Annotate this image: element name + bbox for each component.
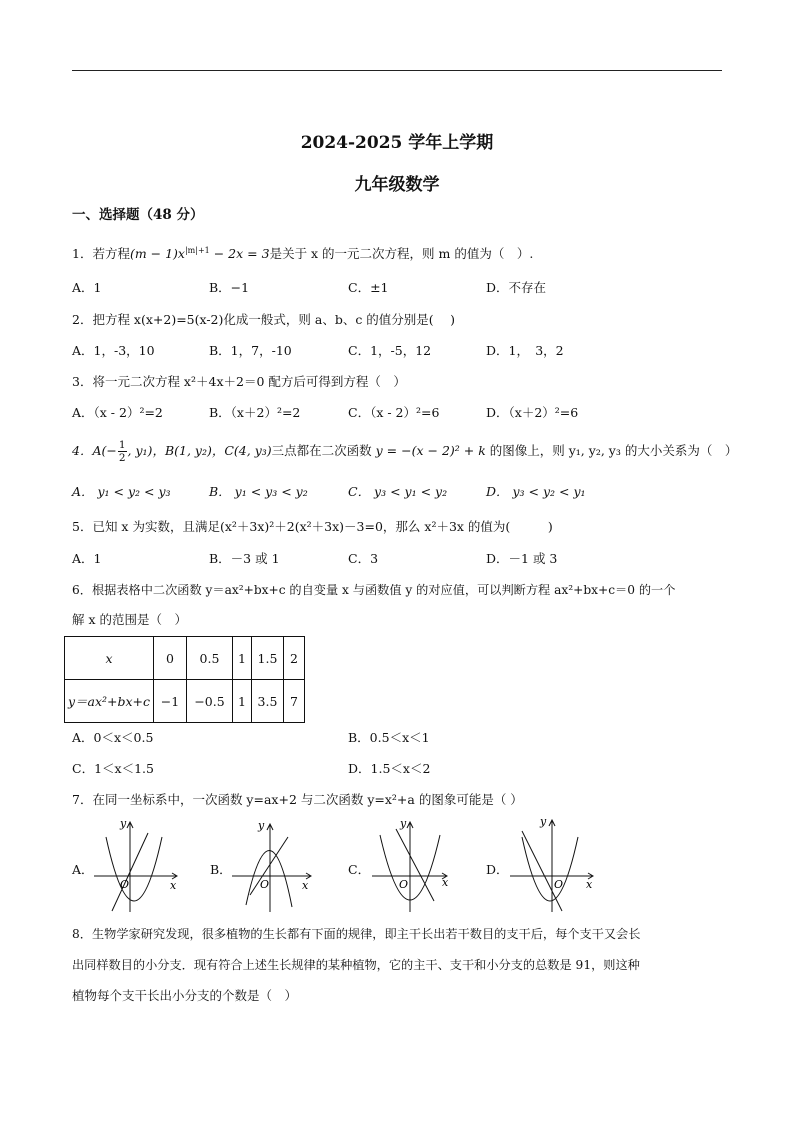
q7-graph-c[interactable]	[370, 815, 460, 915]
q6-option-b[interactable]: B．0.5＜x＜1	[348, 730, 430, 745]
q6-option-d[interactable]: D．1.5＜x＜2	[348, 761, 431, 776]
q2-option-a[interactable]: A．1，-3，10	[72, 343, 155, 358]
q5-option-c[interactable]: C．3	[348, 551, 379, 566]
origin-label: O	[260, 878, 270, 891]
q4-option-c[interactable]: C． y₃ < y₁ < y₂	[348, 484, 448, 499]
q1-prefix: 1．若方程	[72, 246, 130, 262]
q3-option-b[interactable]: B．（x＋2）²=2	[209, 405, 301, 420]
q4-point-c: ，C(4, y₃)	[211, 443, 272, 458]
q2-option-d[interactable]: D．1， 3，2	[486, 343, 564, 358]
q1-exponent: |m|+1	[184, 246, 210, 255]
q3-option-d[interactable]: D．（x＋2）²=6	[486, 405, 579, 420]
section-heading: 一、选择题（48 分）	[72, 207, 204, 223]
q7-option-d[interactable]: D．	[486, 862, 509, 877]
q6-options-row-1	[72, 730, 722, 746]
q4-suffix: 的图像上，则 y₁, y₂, y₃ 的大小关系为（ ）	[489, 443, 738, 458]
question-6-line-2: 解 x 的范围是（ ）	[72, 612, 187, 627]
table-cell: 0.5	[187, 637, 233, 680]
question-8-line-1: 8．生物学家研究发现，很多植物的生长都有下面的规律，即主干长出若干数目的支干后，每个支干又会长	[72, 927, 641, 941]
q7-option-b[interactable]: B．	[210, 862, 232, 877]
q1-option-c[interactable]: C．±1	[348, 280, 389, 295]
y-axis-label: y	[400, 817, 407, 830]
x-axis-label: x	[170, 879, 177, 892]
q5-options	[72, 551, 722, 567]
q4-point-a-pre: 4．A(−	[72, 443, 117, 458]
q6-options-row-2	[72, 761, 722, 777]
question-1	[72, 243, 533, 262]
y-axis-label: y	[258, 819, 265, 832]
table-cell: 2	[284, 637, 305, 680]
table-cell: −1	[154, 680, 187, 723]
q1-equation: (m − 1)x	[129, 246, 185, 262]
table-cell: 7	[284, 680, 305, 723]
table-row-label-y: y＝ax²+bx+c	[65, 680, 154, 723]
q1-option-a[interactable]: A．1	[72, 280, 102, 295]
header-rule	[72, 70, 722, 71]
question-3: 3．将一元二次方程 x²＋4x＋2＝0 配方后可得到方程（ ）	[72, 374, 406, 389]
table-cell: 0	[154, 637, 187, 680]
q4-option-b[interactable]: B． y₁ < y₃ < y₂	[209, 484, 308, 499]
table-cell: −0.5	[187, 680, 233, 723]
q5-option-a[interactable]: A．1	[72, 551, 102, 566]
q6-option-c[interactable]: C．1＜x＜1.5	[72, 761, 154, 776]
table-row	[65, 637, 305, 680]
q1-option-d[interactable]: D．不存在	[486, 280, 547, 295]
table-cell: 1.5	[252, 637, 284, 680]
q4-point-b: ，B(1, y₂)	[152, 443, 212, 458]
q7-option-a[interactable]: A．	[72, 862, 94, 877]
q4-function: y = −(x − 2)² + k	[371, 443, 490, 458]
origin-label: O	[120, 878, 130, 891]
question-8-line-3: 植物每个支干长出小分支的个数是（ ）	[72, 988, 298, 1003]
q4-mid: 三点都在二次函数	[271, 443, 372, 458]
x-axis-label: x	[442, 876, 449, 889]
q7-graph-d[interactable]	[508, 815, 608, 915]
q4-option-d[interactable]: D． y₃ < y₂ < y₁	[486, 484, 586, 499]
q7-graph-b[interactable]	[230, 815, 320, 915]
line-graph	[522, 831, 562, 911]
question-4	[72, 436, 737, 466]
q7-graph-a[interactable]	[92, 815, 182, 915]
q4-options	[72, 484, 722, 500]
question-6-line-1: 6．根据表格中二次函数 y＝ax²+bx+c 的自变量 x 与函数值 y 的对应值，可以判断方程 ax²+bx+c＝0 的一个	[72, 583, 676, 597]
q4-frac-den: 2	[118, 452, 126, 464]
q2-option-b[interactable]: B．1，7，-10	[209, 343, 292, 358]
table-cell: 1	[233, 637, 252, 680]
q3-option-c[interactable]: C．（x - 2）²=6	[348, 405, 440, 420]
table-cell: 1	[233, 680, 252, 723]
q5-option-b[interactable]: B．－3 或 1	[209, 551, 280, 566]
y-axis-label: y	[120, 817, 127, 830]
x-axis-label: x	[586, 878, 593, 891]
q2-option-c[interactable]: C．1，-5，12	[348, 343, 432, 358]
question-5: 5．已知 x 为实数，且满足(x²＋3x)²＋2(x²＋3x)－3=0，那么 x²＋3x 的值为( )	[72, 519, 553, 534]
exam-subtitle: 九年级数学	[354, 175, 440, 195]
q7-option-c[interactable]: C．	[348, 862, 371, 877]
q1-option-b[interactable]: B．−1	[209, 280, 250, 295]
question-2: 2．把方程 x(x+2)=5(x-2)化成一般式，则 a、b、c 的值分别是( )	[72, 312, 456, 327]
origin-label: O	[554, 878, 564, 891]
q1-equation-tail: − 2x = 3	[209, 246, 270, 262]
q4-frac-num: 1	[118, 439, 126, 451]
question-8-line-2: 出同样数目的小分支．现有符合上述生长规律的某种植物，它的主干、支干和小分支的总数是 91，则这种	[72, 958, 640, 972]
table-cell: 3.5	[252, 680, 284, 723]
parabola	[106, 837, 162, 901]
table-row	[65, 680, 305, 723]
origin-label: O	[399, 878, 409, 891]
exam-title: 2024-2025 学年上学期	[300, 133, 494, 153]
question-7: 7．在同一坐标系中，一次函数 y=ax+2 与二次函数 y=x²+a 的图象可能是（ ）	[72, 792, 523, 807]
q4-fraction	[118, 439, 127, 464]
q6-value-table	[64, 636, 305, 723]
q2-options	[72, 343, 722, 359]
q3-options	[72, 405, 722, 421]
q5-option-d[interactable]: D．－1 或 3	[486, 551, 558, 566]
y-axis-label: y	[540, 815, 547, 828]
q1-suffix: 是关于 x 的一元二次方程，则 m 的值为（ ）.	[269, 246, 534, 262]
q4-option-a[interactable]: A． y₁ < y₂ < y₃	[72, 484, 171, 499]
q1-options	[72, 280, 722, 296]
q3-option-a[interactable]: A．（x - 2）²=2	[72, 405, 163, 420]
q4-point-a-post: , y₁)	[127, 443, 153, 458]
table-row-label-x: x	[65, 637, 154, 680]
x-axis-label: x	[302, 879, 309, 892]
parabola	[522, 837, 578, 901]
q6-option-a[interactable]: A．0＜x＜0.5	[72, 730, 154, 745]
